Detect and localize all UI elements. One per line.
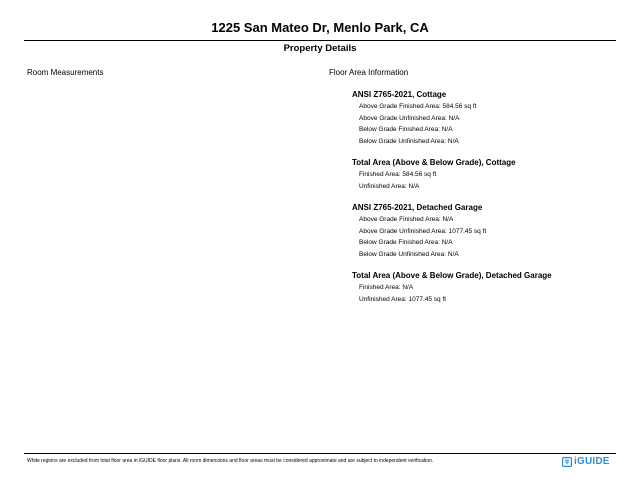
footer-disclaimer: White regions are excluded from total floor area in iGUIDE floor plans. All room dimensions and floor areas must be considered approximate and are subject to independent verification.: [27, 458, 434, 464]
floor-area-section-cottage-ansi: [352, 88, 622, 147]
floor-area-section-garage-ansi: [352, 201, 622, 260]
page-title: 1225 San Mateo Dr, Menlo Park, CA: [211, 20, 429, 35]
area-line: Finished Area: 584.56 sq ft: [359, 171, 437, 178]
area-line: Unfinished Area: 1077.45 sq ft: [359, 295, 447, 303]
floor-area-section-garage-total: [352, 269, 622, 305]
page-subtitle: Property Details: [283, 43, 357, 54]
iguide-logo-icon: [562, 457, 572, 467]
area-line: Below Grade Unfinished Area: N/A: [359, 250, 459, 258]
area-line: Above Grade Finished Area: N/A: [359, 216, 454, 223]
floor-area-section-cottage-total: [352, 156, 622, 192]
section-title: ANSI Z765-2021, Cottage: [352, 90, 447, 99]
area-line: Finished Area: N/A: [359, 284, 414, 291]
area-line: Above Grade Unfinished Area: 1077.45 sq ft: [359, 227, 487, 235]
area-line: Above Grade Finished Area: 584.56 sq ft: [359, 103, 477, 110]
floor-area-heading: Floor Area Information: [329, 68, 409, 77]
header-divider: [24, 40, 616, 41]
section-title: Total Area (Above & Below Grade), Detached Garage: [352, 271, 552, 280]
area-line: Below Grade Unfinished Area: N/A: [359, 137, 459, 145]
logo-text: iGUIDE: [574, 456, 610, 467]
section-title: Total Area (Above & Below Grade), Cottage: [352, 158, 516, 167]
floor-area-sections: [352, 88, 622, 314]
area-line: Below Grade Finished Area: N/A: [359, 126, 453, 133]
room-measurements-heading: Room Measurements: [27, 68, 104, 77]
area-line: Unfinished Area: N/A: [359, 182, 420, 190]
footer-divider: [24, 453, 616, 454]
area-line: Below Grade Finished Area: N/A: [359, 239, 453, 246]
iguide-logo: [562, 456, 610, 467]
area-line: Above Grade Unfinished Area: N/A: [359, 114, 460, 122]
section-title: ANSI Z765-2021, Detached Garage: [352, 203, 483, 212]
